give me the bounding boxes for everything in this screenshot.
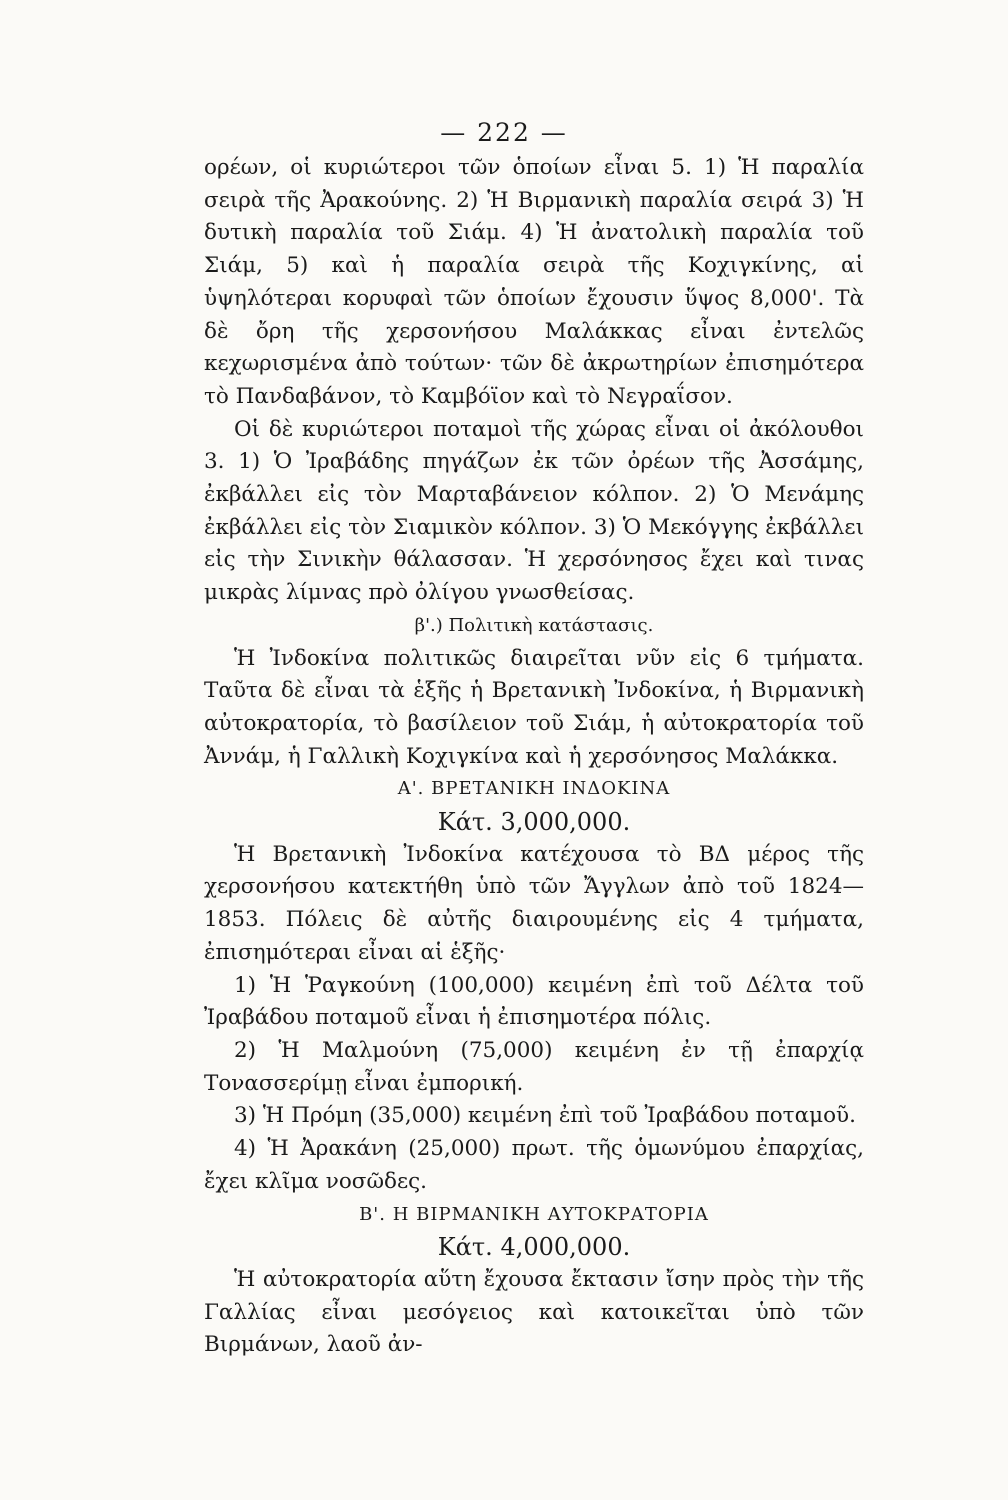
body-text <box>204 152 864 1362</box>
paragraph-mountains: ορέων, οἱ κυριώτεροι τῶν ὁποίων εἶναι 5. 1) Ἡ παραλία σειρὰ τῆς Ἀρακούνης. 2) Ἡ Βιρμανικὴ παραλία σειρά 3) Ἡ δυτικὴ παραλία τοῦ Σιάμ. 4) Ἡ ἀνατολικὴ παραλία τοῦ Σιάμ, 5) καὶ ἡ παραλία σειρὰ τῆς Κοχιγκίνης, αἱ ὑψηλότεραι κορυφαὶ τῶν ὁποίων ἔχουσιν ὕψος 8,000'. Τὰ δὲ ὄρη τῆς χερσονήσου Μαλάκκας εἶναι ἐντελῶς κεχωρισμένα ἀπὸ τούτων· τῶν δὲ ἀκρωτηρίων ἐπισημότερα τὸ Πανδαβάνον, τὸ Καμβόϊον καὶ τὸ Νεγραΐσον. <box>204 155 864 409</box>
heading-british-indochina: Α'. ΒΡΕΤΑΝΙΚΗ ΙΝΔΟΚΙΝΑ <box>397 778 671 800</box>
paragraph-british-indochina: Ἡ Βρετανικὴ Ἰνδοκίνα κατέχουσα τὸ ΒΔ μέρος τῆς χερσονήσου κατεκτήθη ὑπὸ τῶν Ἄγγλων ἀπὸ τοῦ 1824—1853. Πόλεις δὲ αὐτῆς διαιρουμένης εἰς 4 τμήματα, ἐπισημότεραι εἶναι αἱ ἑξῆς· <box>204 841 864 965</box>
paragraph-burmese-empire: Ἡ αὐτοκρατορία αὕτη ἔχουσα ἔκτασιν ἴσην πρὸς τὴν τῆς Γαλλίας εἶναι μεσόγειος καὶ κατοικεῖται ὑπὸ τῶν Βιρμάνων, λαοῦ ἀν- <box>204 1266 864 1358</box>
list-item-prome: 3) Ἡ Πρόμη (35,000) κειμένη ἐπὶ τοῦ Ἰραβάδου ποταμοῦ. <box>234 1103 856 1129</box>
list-item-arakan: 4) Ἡ Ἀρακάνη (25,000) πρωτ. τῆς ὁμωνύμου ἐπαρχίας, ἔχει κλῖμα νοσῶδες. <box>204 1136 864 1194</box>
heading-burmese-empire: Β'. Η ΒΙΡΜΑΝΙΚΗ ΑΥΤΟΚΡΑΤΟΡΙΑ <box>359 1203 709 1225</box>
paragraph-rivers: Οἱ δὲ κυριώτεροι ποταμοὶ τῆς χώρας εἶναι οἱ ἀκόλουθοι 3. 1) Ὁ Ἰραβάδης πηγάζων ἐκ τῶν ὀρέων τῆς Ἀσσάμης, ἐκβάλλει εἰς τὸν Μαρταβάνειον κόλπον. 2) Ὁ Μενάμης ἐκβάλλει εἰς τὸν Σιαμικὸν κόλπον. 3) Ὁ Μεκόγγης ἐκβάλλει εἰς τὴν Σινικὴν θάλασσαν. Ἡ χερσόνησος ἔχει καὶ τινας μικρὰς λίμνας πρὸ ὀλίγου γνωσθείσας. <box>204 416 864 606</box>
page-number: — 222 — <box>440 118 568 147</box>
section-subheading: β'.) Πολιτικὴ κατάστασις. <box>414 614 654 636</box>
population-burmese-empire: Κάτ. 4,000,000. <box>437 1233 631 1262</box>
list-item-rangoon: 1) Ἡ Ῥαγκούνη (100,000) κειμένη ἐπὶ τοῦ Δέλτα τοῦ Ἰραβάδου ποταμοῦ εἶναι ἡ ἐπισημοτέρα πόλις. <box>204 972 864 1031</box>
population-british-indochina: Κάτ. 3,000,000. <box>437 808 631 837</box>
list-item-moulmein: 2) Ἡ Μαλμούνη (75,000) κειμένη ἐν τῇ ἐπαρχίᾳ Τονασσερίμῃ εἶναι ἐμπορική. <box>204 1037 864 1096</box>
paragraph-political: Ἡ Ἰνδοκίνα πολιτικῶς διαιρεῖται νῦν εἰς 6 τμήματα. Ταῦτα δὲ εἶναι τὰ ἑξῆς ἡ Βρετανικὴ Ἰνδοκίνα, ἡ Βιρμανικὴ αὐτοκρατορία, τὸ βασίλειον τοῦ Σιάμ, ἡ αὐτοκρατορία τοῦ Ἀννάμ, ἡ Γαλλικὴ Κοχιγκίνα καὶ ἡ χερσόνησος Μαλάκκα. <box>204 645 864 769</box>
